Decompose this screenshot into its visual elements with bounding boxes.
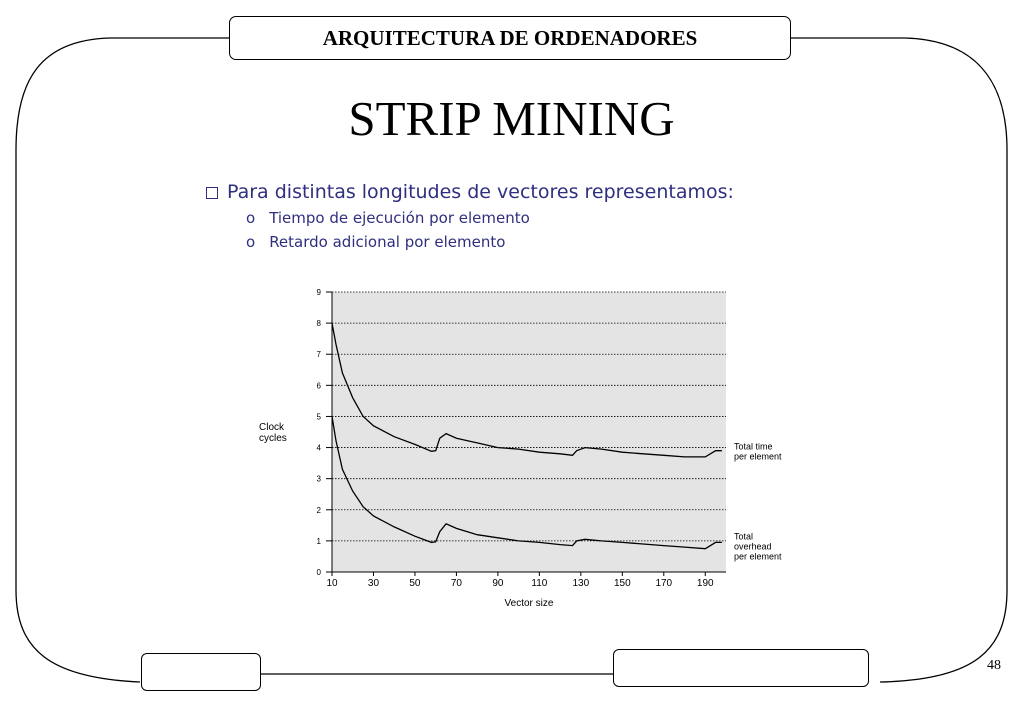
sub-bullet	[246, 209, 734, 227]
x-tick-label: 130	[572, 578, 590, 589]
y-tick-label: 5	[316, 412, 321, 422]
main-bullet-text: Para distintas longitudes de vectores representamos:	[227, 181, 734, 203]
y-tick-label: 6	[316, 381, 321, 391]
y-axis-label-line: Clock	[259, 422, 285, 433]
bullet-list	[206, 181, 734, 251]
y-tick-label: 1	[316, 536, 321, 546]
header-title: ARQUITECTURA DE ORDENADORES	[322, 25, 698, 50]
sub-bullet	[246, 233, 734, 251]
x-tick-label: 170	[655, 578, 673, 589]
series-label-1	[734, 442, 782, 462]
series-label-line: overhead	[734, 541, 772, 552]
x-axis-label: Vector size	[504, 598, 554, 608]
main-bullet	[206, 181, 734, 203]
series-label-2	[734, 531, 782, 561]
x-tick-label: 70	[450, 578, 462, 589]
square-bullet-icon	[206, 187, 218, 199]
x-tick-label: 150	[613, 578, 631, 589]
y-axis-label	[259, 422, 287, 444]
y-tick-label: 4	[316, 443, 321, 453]
footer-right-box	[613, 649, 869, 687]
y-tick-label: 3	[316, 474, 321, 484]
header-box	[229, 16, 791, 60]
y-tick-label: 2	[316, 505, 321, 515]
x-tick-label: 50	[409, 578, 421, 589]
y-tick-label: 7	[316, 350, 321, 360]
x-tick-label: 10	[326, 578, 338, 589]
slide-title: STRIP MINING	[348, 91, 675, 146]
line-chart	[243, 268, 808, 608]
sub-bullet-text: Tiempo de ejecución por elemento	[269, 209, 530, 227]
circle-bullet-icon: o	[246, 209, 256, 227]
circle-bullet-icon: o	[246, 233, 256, 251]
series-label-line: per element	[734, 551, 782, 562]
x-tick-label: 190	[696, 578, 714, 589]
x-tick-label: 90	[492, 578, 504, 589]
series-label-line: per element	[734, 451, 782, 462]
x-tick-label: 110	[531, 578, 548, 589]
series-label-line: Total time	[734, 441, 773, 452]
page-number: 48	[987, 658, 1001, 673]
y-axis-label-line: cycles	[259, 433, 287, 444]
plot-area	[332, 292, 726, 572]
sub-bullet-text: Retardo adicional por elemento	[269, 233, 506, 251]
series-label-line: Total	[734, 531, 754, 542]
y-tick-label: 8	[316, 319, 321, 329]
x-tick-label: 30	[367, 578, 380, 589]
footer-left-box	[141, 653, 261, 691]
y-tick-label: 9	[316, 288, 321, 297]
y-tick-label: 0	[316, 568, 321, 577]
